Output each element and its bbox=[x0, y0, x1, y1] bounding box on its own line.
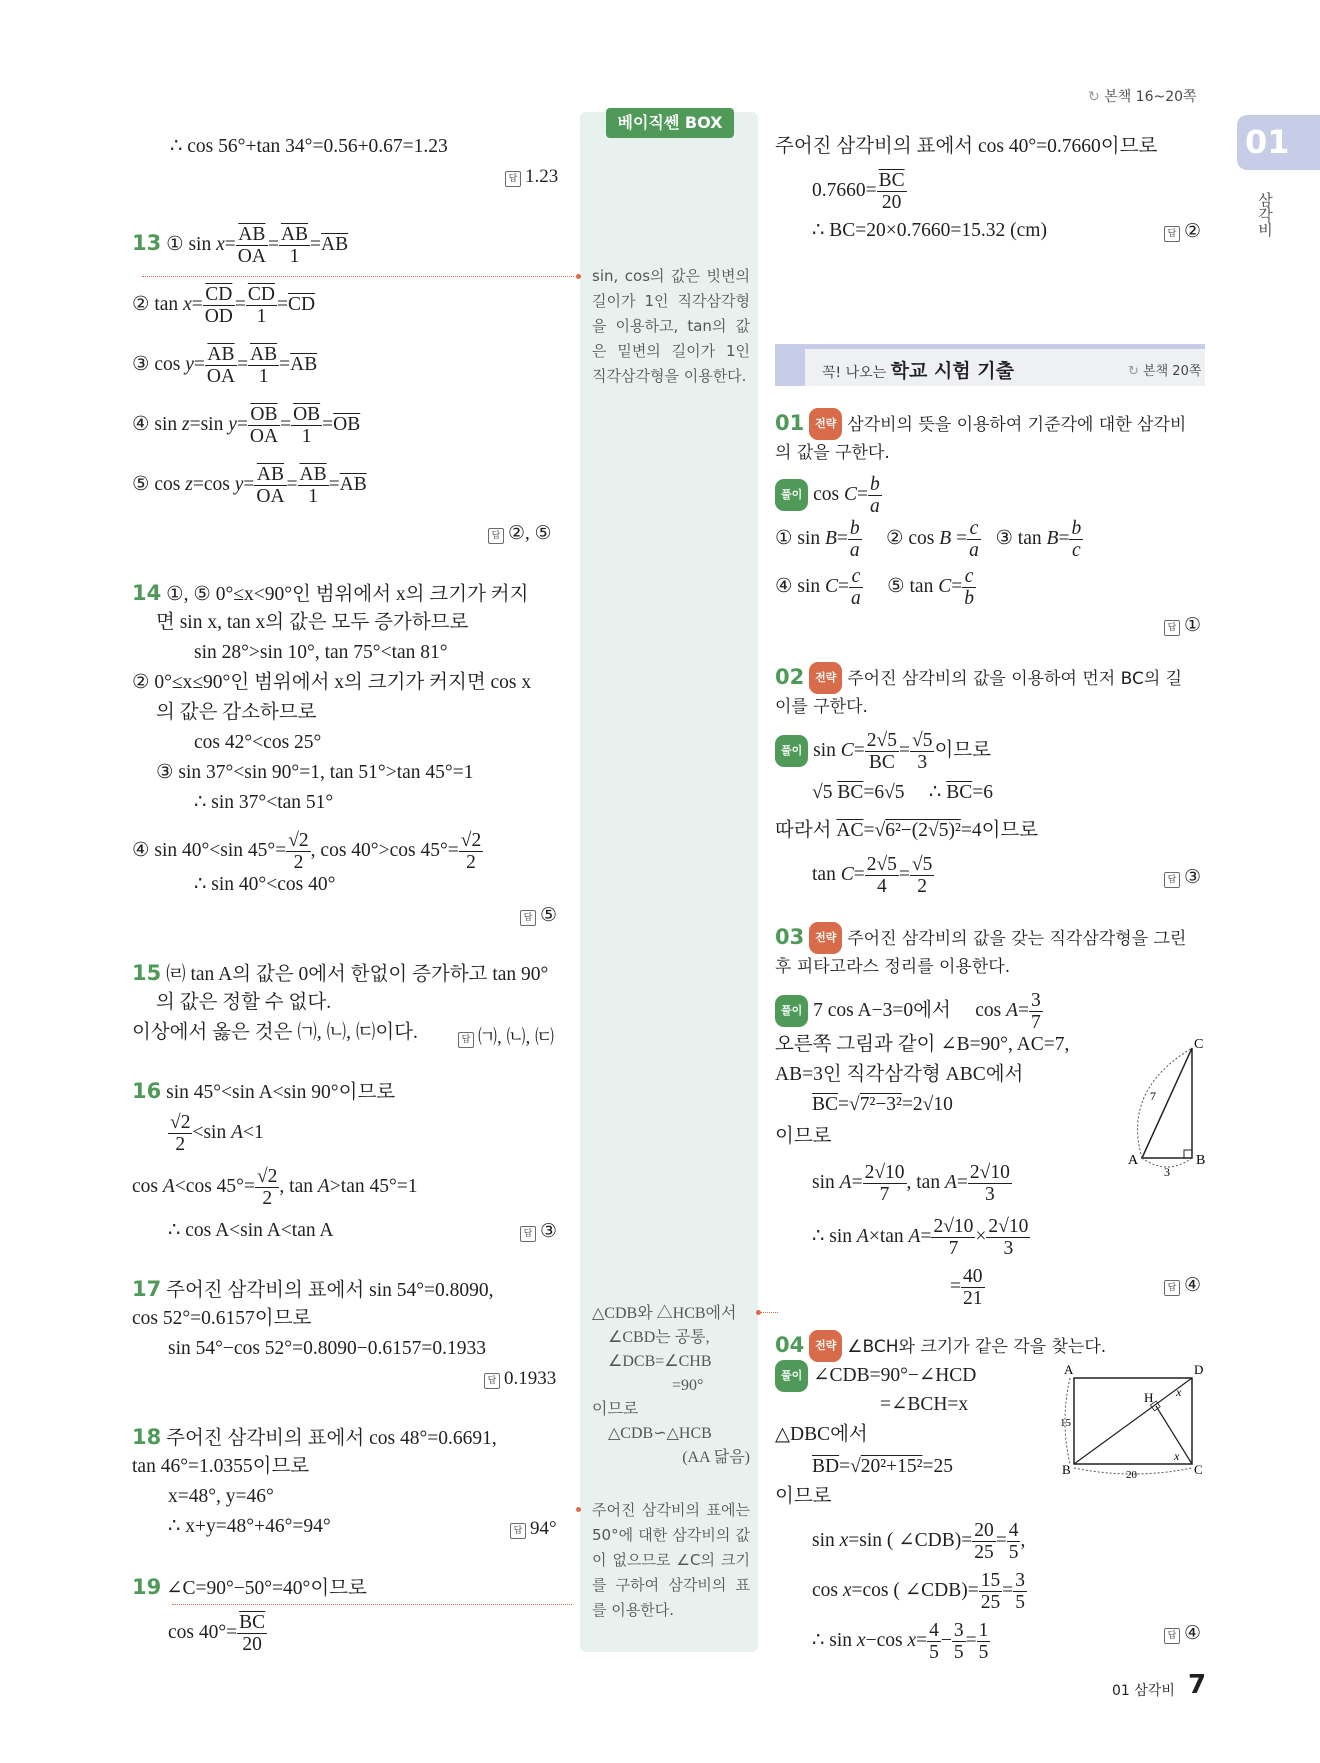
q03-l10: = $\frac{40}{21}$ bbox=[950, 1266, 983, 1309]
q01-opts1: ① sin B= $\frac{b}{a}$ ② cos B = $\frac{c}{a}$ ③ tan B= $\frac{b}{c}$ bbox=[775, 518, 1082, 561]
svg-text:C: C bbox=[1194, 1037, 1204, 1052]
p13-5: ⑤ cos z=cos y= $\frac{\overline{AB}}{OA}$ = $\frac{\overline{AB}}{1}$ $=\overline{AB}$ bbox=[132, 464, 367, 507]
page-number: 7 bbox=[1188, 1670, 1207, 1700]
problem-16: 16 sin 45°<sin A<sin 90°이므로 bbox=[132, 1079, 396, 1103]
p14-l3: sin 28°>sin 10°, tan 75°<tan 81° bbox=[194, 642, 448, 663]
q03-l2: 후 피타고라스 정리를 이용한다. bbox=[775, 957, 1011, 977]
q01-l2: 의 값을 구한다. bbox=[775, 443, 890, 463]
q03-l5: AB=3인 직각삼각형 ABC에서 bbox=[775, 1064, 1024, 1085]
q04-l5: $\overline{BD}=√20^2+15^2=25$ bbox=[812, 1456, 953, 1477]
q03-l7: 이므로 bbox=[775, 1126, 832, 1147]
r-line3: ∴ BC=20×0.7660=15.32 (cm) bbox=[812, 220, 1047, 241]
q02-l2: 이를 구한다. bbox=[775, 697, 868, 717]
problem-13: 13 ① sin x= $\frac{\overline{AB}}{OA}$ = $\frac{\overline{AB}}{1}$ $=\overline{AB}$ bbox=[132, 224, 349, 267]
p13-3: ③ cos y= $\frac{\overline{AB}}{OA}$ = $\frac{\overline{AB}}{1}$ $=\overline{AB}$ bbox=[132, 344, 318, 387]
p14-l8: ∴ sin 37°<tan 51° bbox=[194, 792, 334, 813]
banner-accent bbox=[775, 344, 805, 386]
q03-l4: 오른쪽 그림과 같이 ∠B=90°, AC=7, bbox=[775, 1034, 1070, 1055]
answer-top: 답 1.23 bbox=[505, 166, 558, 188]
q03-l8: sin A= $\frac{2√10}{7}$ , tan A= $\frac{2√10}{3}$ bbox=[812, 1162, 1010, 1205]
q04-l9: ∴ sin x−cos x= $\frac{4}{5}$ − $\frac{3}{5}$ = $\frac{1}{5}$ bbox=[812, 1620, 989, 1663]
q01-opts2: ④ sin C= $\frac{c}{a}$ ⑤ tan C= $\frac{c}{b}$ bbox=[775, 566, 974, 609]
q03-sol: 풀이 7 cos A−3=0에서 cos A= $\frac{3}{7}$ bbox=[775, 990, 1043, 1033]
footer-section: 01 삼각비 bbox=[1112, 1683, 1175, 1699]
p17-l2: cos 52°=0.6157이므로 bbox=[132, 1308, 312, 1329]
answer-14: 답 ⑤ bbox=[520, 904, 557, 927]
q02: 02 전략 주어진 삼각비의 값을 이용하여 먼저 BC의 길 bbox=[775, 662, 1182, 694]
note-13: sin, cos의 값은 빗변의 길이가 1인 직각삼각형을 이용하고, tan의 값은 밑변의 길이가 1인 직각삼각형을 이용한다. bbox=[592, 267, 750, 385]
p14-l10: ∴ sin 40°<cos 40° bbox=[194, 874, 336, 895]
q04: 04 전략 ∠BCH와 크기가 같은 각을 찾는다. bbox=[775, 1330, 1106, 1362]
answer-16: 답 ③ bbox=[520, 1220, 557, 1243]
chapter-tab: 01 bbox=[1237, 115, 1320, 170]
connector-dot bbox=[576, 1507, 581, 1512]
p14-l7: ③ sin 37°<sin 90°=1, tan 51°>tan 45°=1 bbox=[156, 762, 474, 783]
problem-15: 15 ㈃ tan A의 값은 0에서 한없이 증가하고 tan 90° bbox=[132, 961, 549, 985]
page-ref: ↻ 본책 16~20쪽 bbox=[1088, 89, 1197, 105]
q04-l4: △DBC에서 bbox=[775, 1424, 868, 1445]
answer-13: 답 ②, ⑤ bbox=[488, 522, 552, 545]
p14-l6: cos 42°<cos 25° bbox=[194, 732, 322, 753]
svg-text:B: B bbox=[1062, 1462, 1071, 1477]
svg-text:C: C bbox=[1194, 1462, 1203, 1477]
problem-14: 14 ①, ⑤ 0°≤x<90°인 범위에서 x의 크기가 커지 bbox=[132, 581, 529, 605]
r-line2: 0.7660= $\frac{\overline{BC}}{20}$ bbox=[812, 170, 905, 213]
connector-dot bbox=[576, 274, 581, 279]
banner-ref: ↻ 본책 20쪽 bbox=[1128, 364, 1202, 379]
p13-2: ② tan x= $\frac{\overline{CD}}{OD}$ = $\frac{\overline{CD}}{1}$ $=\overline{CD}$ bbox=[132, 284, 316, 327]
p14-l9: ④ sin 40°<sin 45°= $\frac{√2}{2}$ , cos 40°>cos 45°= $\frac{√2}{2}$ bbox=[132, 830, 482, 873]
rectangle-abcd-figure bbox=[1060, 1362, 1210, 1482]
q03: 03 전략 주어진 삼각비의 값을 갖는 직각삼각형을 그린 bbox=[775, 922, 1186, 954]
connector-04 bbox=[758, 1312, 778, 1313]
note-04: △CDB와 △HCB에서 ∠CBD는 공통, ∠DCB=∠CHB =90° 이므로 △CDB∽△HCB (AA 닮음) bbox=[592, 1305, 750, 1466]
answer-15: 답 ㈀, ㈁, ㈂ bbox=[458, 1022, 554, 1049]
q04-sol: 풀이 ∠CDB=90°−∠HCD bbox=[775, 1360, 976, 1392]
p17-l3: sin 54°−cos 52°=0.8090−0.6157=0.1933 bbox=[168, 1338, 486, 1359]
connector-13 bbox=[142, 276, 574, 277]
q04-l8: cos x=cos ( ∠CDB)= $\frac{15}{25}$ = $\frac{3}{5}$ bbox=[812, 1570, 1025, 1613]
svg-text:7: 7 bbox=[1150, 1089, 1156, 1103]
p14-l5: 의 값은 감소하므로 bbox=[156, 702, 317, 723]
p14-l4: ② 0°≤x≤90°인 범위에서 x의 크기가 커지면 cos x bbox=[132, 672, 532, 693]
svg-text:15: 15 bbox=[1060, 1417, 1071, 1429]
p14-l2: 면 sin x, tan x의 값은 모두 증가하므로 bbox=[156, 612, 469, 633]
answer-18: 답 94° bbox=[510, 1518, 557, 1540]
problem-17: 17 주어진 삼각비의 표에서 sin 54°=0.8090, bbox=[132, 1277, 494, 1301]
refresh-icon: ↻ bbox=[1088, 89, 1100, 105]
svg-text:3: 3 bbox=[1164, 1165, 1170, 1179]
p18-l3: x=48°, y=46° bbox=[168, 1486, 274, 1507]
svg-text:H: H bbox=[1144, 1390, 1154, 1405]
q02-l4: √5 $\overline{BC}=6√5$ ∴ $\overline{BC}=6$ bbox=[812, 782, 993, 803]
p16-l3: cos A<cos 45°= $\frac{√2}{2}$ , tan A>tan 45°=1 bbox=[132, 1166, 418, 1209]
q01-sol: 풀이 cos C= $\frac{b}{a}$ bbox=[775, 474, 882, 517]
q03-l6: $\overline{BC}=√7^2-3^2=2√10$ bbox=[812, 1094, 953, 1115]
top-line: ∴ cos 56°+tan 34°=0.56+0.67=1.23 bbox=[170, 136, 448, 157]
p16-l4: ∴ cos A<sin A<tan A bbox=[168, 1220, 334, 1241]
svg-text:20: 20 bbox=[1126, 1469, 1137, 1481]
triangle-abc-figure bbox=[1120, 1030, 1220, 1180]
chapter-label: 삼각비 bbox=[1256, 192, 1274, 237]
banner-text: 꼭! 나오는 학교 시험 기출 bbox=[822, 360, 1014, 382]
refresh-icon: ↻ bbox=[1128, 364, 1139, 379]
q02-sol: 풀이 sin C= $\frac{2√5}{BC}$ = $\frac{√5}{3}$ 이므로 bbox=[775, 730, 991, 773]
q04-l6: 이므로 bbox=[775, 1486, 832, 1507]
answer-q04: 답 ④ bbox=[1164, 1622, 1201, 1645]
p16-l2: $\frac{√2}{2}$ <sin A<1 bbox=[170, 1112, 264, 1155]
q02-l5: 따라서 $\overline{AC}=√6^2-(2√5)^2=4$이므로 bbox=[775, 820, 1039, 841]
p18-l4: ∴ x+y=48°+46°=94° bbox=[168, 1516, 331, 1537]
answer-q01: 답 ① bbox=[1164, 614, 1201, 637]
svg-text:x: x bbox=[1176, 1385, 1182, 1399]
note-19: 주어진 삼각비의 표에는 50°에 대한 삼각비의 값이 없으므로 ∠C의 크기를 구하여 삼각비의 표를 이용한다. bbox=[592, 1501, 750, 1619]
svg-text:A: A bbox=[1128, 1153, 1139, 1168]
r-line1: 주어진 삼각비의 표에서 cos 40°=0.7660이므로 bbox=[775, 136, 1158, 157]
svg-text:x: x bbox=[1174, 1449, 1180, 1463]
q03-l9: ∴ sin A×tan A= $\frac{2√10}{7}$ × $\frac{2√10}{3}$ bbox=[812, 1216, 1029, 1259]
answer-q02: 답 ③ bbox=[1164, 866, 1201, 889]
answer-17: 답 0.1933 bbox=[484, 1368, 556, 1390]
q02-l6: tan C= $\frac{2√5}{4}$ = $\frac{√5}{2}$ bbox=[812, 854, 933, 897]
problem-18: 18 주어진 삼각비의 표에서 cos 48°=0.6691, bbox=[132, 1425, 497, 1449]
p13-4: ④ sin z=sin y= $\frac{\overline{OB}}{OA}$ = $\frac{\overline{OB}}{1}$ $=\overline{OB}$ bbox=[132, 404, 361, 447]
svg-text:B: B bbox=[1196, 1153, 1206, 1168]
svg-text:D: D bbox=[1194, 1362, 1204, 1377]
basic-box-title: 베이직쎈 BOX bbox=[606, 108, 734, 138]
svg-text:A: A bbox=[1064, 1362, 1074, 1377]
p15-l2: 의 값은 정할 수 없다. bbox=[156, 992, 332, 1013]
connector-dot bbox=[756, 1310, 761, 1315]
answer-q03: 답 ④ bbox=[1164, 1274, 1201, 1297]
q01: 01 전략 삼각비의 뜻을 이용하여 기준각에 대한 삼각비 bbox=[775, 408, 1186, 440]
q04-l3: =∠BCH=x bbox=[880, 1394, 969, 1415]
p18-l2: tan 46°=1.0355이므로 bbox=[132, 1456, 310, 1477]
q04-l7: sin x=sin ( ∠CDB)= $\frac{20}{25}$ = $\frac{4}{5}$ , bbox=[812, 1520, 1026, 1563]
answer-r: 답 ② bbox=[1164, 220, 1201, 243]
problem-19: 19 ∠C=90°−50°=40°이므로 bbox=[132, 1575, 367, 1599]
p15-l3: 이상에서 옳은 것은 ㈀, ㈁, ㈂이다. bbox=[132, 1022, 418, 1043]
banner-top-stripe bbox=[775, 344, 1205, 349]
connector-19 bbox=[172, 1604, 572, 1605]
p19-l2: cos 40°= $\frac{\overline{BC}}{20}$ bbox=[168, 1612, 266, 1655]
